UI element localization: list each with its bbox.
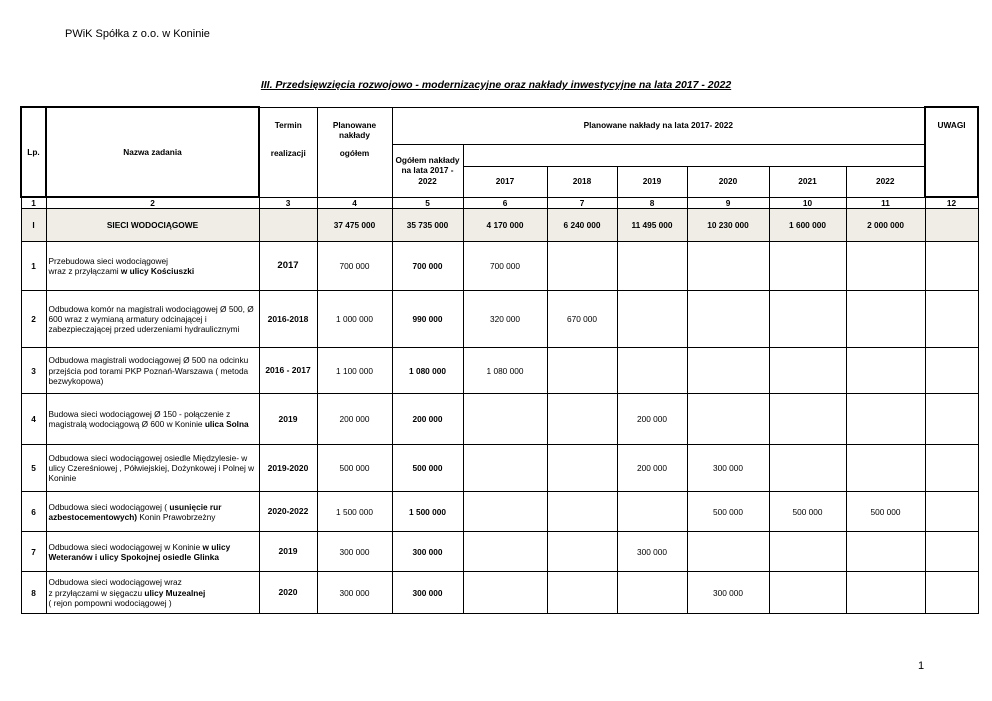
column-number: 11 [846,197,925,209]
header-years-spacer [463,144,925,166]
task-year-value [547,532,617,572]
task-year-value [846,445,925,492]
group-term [259,209,317,242]
task-year-value: 500 000 [846,492,925,532]
task-year-value [547,242,617,291]
header-year-2020: 2020 [687,166,769,197]
task-year-value [463,394,547,445]
task-year-value [769,572,846,614]
task-year-value: 500 000 [769,492,846,532]
task-lp: 4 [21,394,46,445]
task-year-value [846,532,925,572]
task-row [21,348,978,394]
task-year-value [846,394,925,445]
document-title: III. Przedsięwzięcia rozwojowo - modernizacyjne oraz nakłady inwestycyjne na lata 2017 - 2022 [260,79,732,91]
task-year-value [687,348,769,394]
task-planned: 200 000 [317,394,392,445]
header-year-2018: 2018 [547,166,617,197]
task-name-part: w ulicy Weteranów i ulicy Spokojnej osiedle Glinka [48,541,231,562]
column-number: 7 [547,197,617,209]
header-notes: UWAGI [925,107,978,144]
task-year-value [617,242,687,291]
column-numbers-row [21,197,978,209]
task-year-value: 320 000 [463,291,547,348]
task-year-value [687,291,769,348]
task-row [21,242,978,291]
task-lp: 2 [21,291,46,348]
task-year-value: 200 000 [617,394,687,445]
task-term: 2017 [259,242,317,291]
header-lp: Lp. [21,107,46,197]
task-name [46,394,259,445]
task-row [21,445,978,492]
task-name [46,532,259,572]
task-notes [925,532,978,572]
task-term: 2019-2020 [259,445,317,492]
task-planned: 1 000 000 [317,291,392,348]
task-term: 2019 [259,394,317,445]
task-year-value [547,394,617,445]
task-notes [925,572,978,614]
task-year-value [547,445,617,492]
task-total: 500 000 [392,445,463,492]
task-name-part: ulicy Muzealnej [144,587,206,598]
task-total: 300 000 [392,532,463,572]
task-planned: 1 100 000 [317,348,392,394]
task-name [46,348,259,394]
group-planned: 37 475 000 [317,209,392,242]
task-year-value [846,572,925,614]
task-year-value [769,291,846,348]
task-year-value [547,572,617,614]
task-notes [925,242,978,291]
task-term: 2020 [259,572,317,614]
task-notes [925,445,978,492]
group-year-value: 10 230 000 [687,209,769,242]
group-notes [925,209,978,242]
task-term: 2016 - 2017 [259,348,317,394]
task-name-part: Odbudowa sieci wodociągowej osiedle Międzylesie- w ulicy Czereśniowej , Półwiejskiej, Dożynkowej i Polnej w Koninie [48,452,255,484]
group-lp: I [21,209,46,242]
task-row [21,492,978,532]
task-row [21,291,978,348]
task-name-part: Budowa sieci wodociągowej Ø 150 - połączenie z magistralą wodociągową Ø 600 w Koninie [48,409,231,430]
header-year-2021: 2021 [769,166,846,197]
task-name-part: Przebudowa sieci wodociągowej [48,256,168,266]
header-total: Ogółem nakłady na lata 2017 - 2022 [392,144,463,197]
task-year-value [547,492,617,532]
task-name-part: Konin Prawobrzeżny [137,511,216,522]
task-lp: 1 [21,242,46,291]
group-year-value: 4 170 000 [463,209,547,242]
column-number: 12 [925,197,978,209]
task-year-value [687,532,769,572]
task-year-value [769,242,846,291]
column-number: 4 [317,197,392,209]
task-year-value [463,572,547,614]
task-term: 2020-2022 [259,492,317,532]
column-number: 9 [687,197,769,209]
task-name [46,445,259,492]
header-notes-spacer [925,144,978,197]
task-lp: 3 [21,348,46,394]
header-term-bottom: realizacji [259,144,317,197]
header-task-name: Nazwa zadania [46,107,259,197]
task-year-value [463,445,547,492]
task-year-value [617,492,687,532]
task-name [46,492,259,532]
task-year-value [846,348,925,394]
page-number: 1 [918,660,925,672]
task-planned: 1 500 000 [317,492,392,532]
company-name: PWiK Spółka z o.o. w Koninie [65,28,210,40]
task-row [21,394,978,445]
header-year-2022: 2022 [846,166,925,197]
task-year-value [846,291,925,348]
task-year-value: 670 000 [547,291,617,348]
column-number: 1 [21,197,46,209]
task-name-part: Odbudowa komór na magistrali wodociągowej Ø 500, Ø 600 wraz z wymianą armatury odcinającej i zabezpieczającej przed uderzeniami hydraulicznymi [48,303,254,335]
task-total: 990 000 [392,291,463,348]
investment-table [20,106,979,614]
header-year-2017: 2017 [463,166,547,197]
task-year-value: 500 000 [687,492,769,532]
group-year-value: 1 600 000 [769,209,846,242]
header-planned-top: Planowane nakłady [317,107,392,144]
task-year-value [617,291,687,348]
task-year-value [463,532,547,572]
task-year-value: 300 000 [687,445,769,492]
task-year-value [769,532,846,572]
task-name-part: wraz z przyłączami [48,266,121,277]
group-year-value: 2 000 000 [846,209,925,242]
task-year-value [687,394,769,445]
task-planned: 300 000 [317,572,392,614]
header-planned-years: Planowane nakłady na lata 2017- 2022 [392,107,925,144]
task-name [46,291,259,348]
group-year-value: 11 495 000 [617,209,687,242]
task-notes [925,291,978,348]
task-lp: 7 [21,532,46,572]
task-row [21,572,978,614]
task-name-part: Odbudowa sieci wodociągowej wraz [48,577,182,588]
task-total: 1 080 000 [392,348,463,394]
task-row [21,532,978,572]
task-year-value [547,348,617,394]
group-year-value: 6 240 000 [547,209,617,242]
header-year-2019: 2019 [617,166,687,197]
task-year-value [687,242,769,291]
task-total: 1 500 000 [392,492,463,532]
task-lp: 6 [21,492,46,532]
task-name-part: Odbudowa sieci wodociągowej ( [48,501,170,512]
task-name-part: ( rejon pompowni wodociągowej ) [48,597,172,608]
task-planned: 500 000 [317,445,392,492]
task-name-part: Odbudowa magistrali wodociągowej Ø 500 na odcinku przejścia pod torami PKP Poznań-Warszawa ( metoda bezwykopowa) [48,355,249,386]
column-number: 2 [46,197,259,209]
column-number: 3 [259,197,317,209]
task-year-value [463,492,547,532]
column-number: 10 [769,197,846,209]
task-total: 200 000 [392,394,463,445]
task-name-part: w ulicy Kościuszki [120,266,195,277]
task-term: 2019 [259,532,317,572]
task-total: 300 000 [392,572,463,614]
group-row [21,209,978,242]
task-name-part: Odbudowa sieci wodociągowej w Koninie [48,541,203,552]
task-term: 2016-2018 [259,291,317,348]
group-total: 35 735 000 [392,209,463,242]
task-year-value: 300 000 [617,532,687,572]
task-name-part: ulica Solna [204,419,249,430]
column-number: 8 [617,197,687,209]
task-year-value: 200 000 [617,445,687,492]
task-total: 700 000 [392,242,463,291]
task-year-value [617,348,687,394]
task-year-value [769,394,846,445]
task-year-value [617,572,687,614]
task-rows [21,242,978,614]
task-planned: 700 000 [317,242,392,291]
task-year-value [846,242,925,291]
task-notes [925,394,978,445]
column-number: 5 [392,197,463,209]
header-term-top: Termin [259,107,317,144]
task-notes [925,348,978,394]
task-year-value [769,348,846,394]
task-year-value: 700 000 [463,242,547,291]
group-name: SIECI WODOCIĄGOWE [46,209,259,242]
task-name [46,572,259,614]
task-name [46,242,259,291]
task-planned: 300 000 [317,532,392,572]
task-year-value [769,445,846,492]
task-name-part: z przyłączami w sięgaczu [48,587,145,598]
task-year-value: 300 000 [687,572,769,614]
task-name-part: usunięcie rur azbestocementowych) [48,501,222,522]
column-number: 6 [463,197,547,209]
header-planned-bottom: ogółem [317,144,392,197]
task-lp: 8 [21,572,46,614]
task-notes [925,492,978,532]
task-year-value: 1 080 000 [463,348,547,394]
task-lp: 5 [21,445,46,492]
